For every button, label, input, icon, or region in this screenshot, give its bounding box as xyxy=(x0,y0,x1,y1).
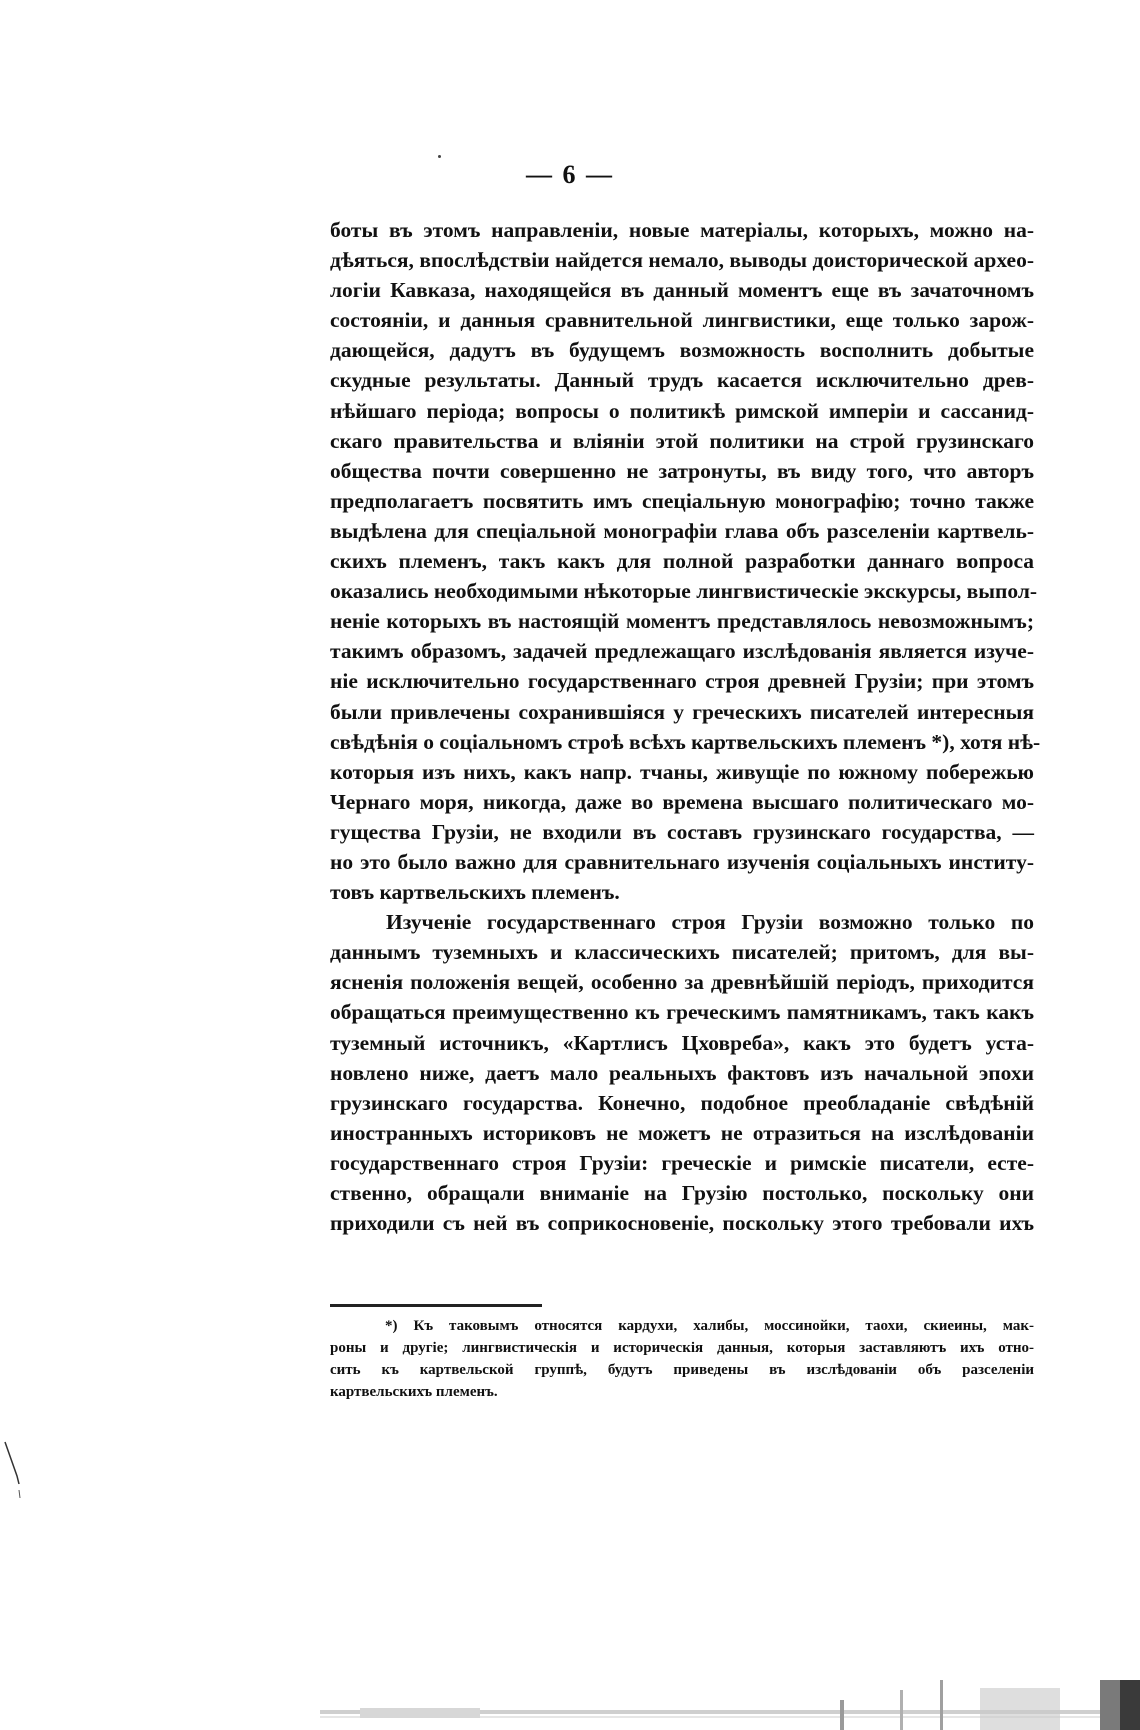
text-line: дающейся, дадутъ въ будущемъ возможность восполнить добытые xyxy=(330,338,1034,363)
text-line: такимъ образомъ, задачей предлежащаго изслѣдованія является изуче- xyxy=(330,639,1034,664)
text-line: скудные результаты. Данный трудъ касается исключительно древ- xyxy=(330,368,1034,393)
text-line: состояніи, и данныя сравнительной лингвистики, еще только зарож- xyxy=(330,308,1034,333)
text-line: дѣяться, впослѣдствіи найдется немало, выводы доисторической архео- xyxy=(330,248,1034,273)
text-line: были привлечены сохранившіяся у греческихъ писателей интересныя xyxy=(330,699,1034,724)
text-line: но это было важно для сравнительнаго изученія соціальныхъ институ- xyxy=(330,849,1034,874)
text-line: предполагаетъ посвятить имъ спеціальную монографію; точно также xyxy=(330,488,1034,513)
text-line: обращаться преимущественно къ греческимъ памятникамъ, такъ какъ xyxy=(330,1000,1034,1025)
text-line: государственнаго строя Грузіи: греческіе и римскіе писатели, есте- xyxy=(330,1150,1034,1175)
text-line: гущества Грузіи, не входили въ составъ грузинскаго государства, — xyxy=(330,819,1034,844)
text-line: общества почти совершенно не затронуты, въ виду того, что авторъ xyxy=(330,458,1034,483)
text-line: Изученіе государственнаго строя Грузіи возможно только по xyxy=(386,910,1034,935)
main-text xyxy=(330,215,1041,1238)
footnote xyxy=(330,1315,1034,1403)
footnote-line: картвельскихъ племенъ. xyxy=(330,1384,498,1400)
text-line: даннымъ туземныхъ и классическихъ писателей; притомъ, для вы- xyxy=(330,940,1034,965)
text-line: скаго правительства и вліяніи этой политики на строй грузинскаго xyxy=(330,428,1034,453)
margin-pencil-mark xyxy=(3,1440,27,1510)
speck-mark xyxy=(438,155,441,158)
text-line: боты въ этомъ направленіи, новые матеріалы, которыхъ, можно на- xyxy=(330,218,1034,242)
text-line: ясненія положенія вещей, особенно за древнѣйшій періодъ, приходится xyxy=(330,970,1034,995)
text-line: новлено ниже, даетъ мало реальныхъ фактовъ изъ начальной эпохи xyxy=(330,1060,1034,1085)
text-line: которыя изъ нихъ, какъ напр. тчаны, живущіе по южному побережью xyxy=(330,759,1034,784)
text-line: приходили съ ней въ соприкосновеніе, поскольку этого требовали ихъ xyxy=(330,1211,1034,1236)
text-line: свѣдѣнія о соціальномъ строѣ всѣхъ картвельскихъ племенъ *), хотя нѣ- xyxy=(330,729,1041,754)
footnote-line: *) Къ таковымъ относятся кардухи, халибы, моссинойки, таохи, скиеины, мак- xyxy=(385,1318,1034,1334)
scan-edge-artifact xyxy=(320,1680,1140,1730)
text-line: нѣйшаго періода; вопросы о политикѣ римской имперіи и сассанид- xyxy=(330,398,1034,423)
text-line: туземный источникъ, «Картлисъ Цховреба», какъ это будетъ уста- xyxy=(330,1030,1034,1055)
text-line: Чернаго моря, никогда, даже во времена высшаго политическаго мо- xyxy=(330,789,1034,814)
text-line: ніе исключительно государственнаго строя древней Грузіи; при этомъ xyxy=(330,669,1034,694)
text-line: неніе которыхъ въ настоящій моментъ представлялось невозможнымъ; xyxy=(330,609,1034,634)
footnote-line: сить къ картвельской группѣ, будутъ приведены въ изслѣдованіи объ разселеніи xyxy=(330,1362,1034,1378)
text-line: выдѣлена для спеціальной монографіи глава объ разселеніи картвель- xyxy=(330,518,1034,543)
text-line: иностранныхъ историковъ не можетъ не отразиться на изслѣдованіи xyxy=(330,1120,1034,1145)
text-line: товъ картвельскихъ племенъ. xyxy=(330,880,620,905)
footnote-rule xyxy=(330,1304,542,1307)
text-line: скихъ племенъ, такъ какъ для полной разработки даннаго вопроса xyxy=(330,549,1034,574)
footnote-line: роны и другіе; лингвистическія и историческія данныя, которыя заставляютъ ихъ отно- xyxy=(330,1340,1034,1356)
text-line: логіи Кавказа, находящейся въ данный моментъ еще въ зачаточномъ xyxy=(330,278,1034,303)
page-number: — 6 — xyxy=(526,160,614,189)
text-line: ственно, обращали вниманіе на Грузію постолько, поскольку они xyxy=(330,1181,1034,1205)
text-line: оказались необходимыми нѣкоторые лингвистическіе экскурсы, выпол- xyxy=(330,579,1038,604)
text-line: грузинскаго государства. Конечно, подобное преобладаніе свѣдѣній xyxy=(330,1090,1034,1115)
